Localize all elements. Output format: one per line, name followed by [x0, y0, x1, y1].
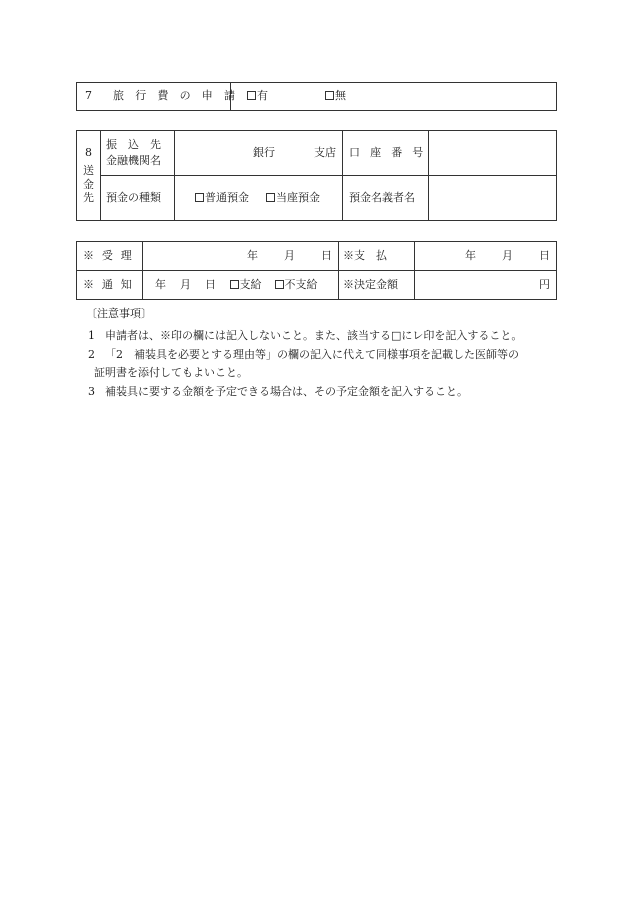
- notice-year: 年: [155, 277, 166, 291]
- option-no[interactable]: [325, 89, 346, 102]
- current-checkbox[interactable]: [266, 193, 275, 202]
- note-item-1: [88, 330, 522, 341]
- deposit-type-options: [175, 176, 343, 221]
- receipt-label: ※ 受 理: [77, 242, 143, 271]
- note-1-number: 1: [88, 329, 95, 342]
- note-item-3: [88, 386, 468, 397]
- decided-amount-label: ※決定金額: [339, 271, 415, 300]
- ordinary-deposit-option[interactable]: [195, 191, 249, 204]
- no-pay-label: 不支給: [284, 277, 318, 291]
- bank-label-line2: 金融機関名: [106, 154, 161, 167]
- account-holder-label: 預金名義者名: [343, 176, 429, 221]
- bank-name-label: [101, 131, 175, 176]
- decided-amount-field[interactable]: [415, 271, 557, 300]
- ordinary-deposit-label: 普通預金: [205, 190, 249, 204]
- office-use-table: [76, 241, 557, 300]
- pay-checkbox[interactable]: [230, 280, 239, 289]
- note-2-number: 2: [88, 348, 95, 361]
- payment-date-field[interactable]: [415, 242, 557, 271]
- side-label-1: 送: [83, 163, 94, 177]
- notice-label: ※ 通 知: [77, 271, 143, 300]
- receipt-month: 月: [284, 248, 295, 262]
- current-deposit-label: 当座預金: [276, 190, 320, 204]
- travel-expense-options: [231, 83, 557, 111]
- notes-heading: 〔注意事項〕: [86, 307, 152, 320]
- travel-expense-label: 旅 行 費 の 申 請: [113, 89, 239, 103]
- bank-name-field[interactable]: [175, 131, 343, 176]
- payment-label: ※支 払: [339, 242, 415, 271]
- side-label-3: 先: [83, 191, 94, 205]
- no-checkbox[interactable]: [325, 91, 334, 100]
- option-no-label: 無: [335, 89, 346, 103]
- notice-date-field[interactable]: [143, 271, 339, 300]
- yes-checkbox[interactable]: [247, 91, 256, 100]
- note-item-2: [88, 349, 519, 360]
- pay-label: 支給: [239, 277, 262, 291]
- no-pay-checkbox[interactable]: [275, 280, 284, 289]
- note-2-text: 「2 補装具を必要とする理由等」の欄の記入に代えて同様事項を記載した医師等の: [105, 348, 519, 361]
- payment-month: 月: [502, 248, 513, 262]
- note-1-text: 申請者は、※印の欄には記入しないこと。また、該当する□にレ印を記入すること。: [105, 329, 523, 342]
- section7-number: 7: [85, 89, 92, 103]
- notice-day: 日: [205, 277, 216, 291]
- section8-number: 8: [85, 146, 92, 159]
- payment-year: 年: [465, 248, 476, 262]
- note-3-number: 3: [88, 385, 95, 398]
- no-pay-option[interactable]: [275, 278, 318, 291]
- side-label-2: 金: [83, 177, 94, 191]
- account-number-field[interactable]: [429, 131, 557, 176]
- receipt-year: 年: [247, 248, 258, 262]
- remittance-side-label: [77, 131, 101, 221]
- note-item-2-cont: 証明書を添付してもよいこと。: [94, 366, 248, 379]
- receipt-day: 日: [321, 248, 332, 262]
- option-yes[interactable]: [247, 89, 268, 102]
- bank-label-line1: 振 込 先: [106, 138, 161, 152]
- bank-suffix: 銀行: [253, 145, 275, 159]
- remittance-table: [76, 130, 557, 221]
- notice-month: 月: [180, 277, 191, 291]
- branch-suffix: 支店: [314, 145, 336, 159]
- payment-day: 日: [539, 248, 550, 262]
- pay-option[interactable]: [230, 278, 262, 291]
- current-deposit-option[interactable]: [266, 191, 320, 204]
- receipt-date-field[interactable]: [143, 242, 339, 271]
- travel-expense-label-cell: [77, 83, 239, 111]
- note-3-text: 補装具に要する金額を予定できる場合は、その予定金額を記入すること。: [105, 385, 468, 398]
- travel-expense-table: [76, 82, 557, 111]
- account-holder-field[interactable]: [429, 176, 557, 221]
- yen-label: 円: [539, 277, 550, 291]
- deposit-type-label: 預金の種類: [101, 176, 175, 221]
- ordinary-checkbox[interactable]: [195, 193, 204, 202]
- option-yes-label: 有: [257, 89, 268, 103]
- account-number-label: 口 座 番 号: [343, 131, 429, 176]
